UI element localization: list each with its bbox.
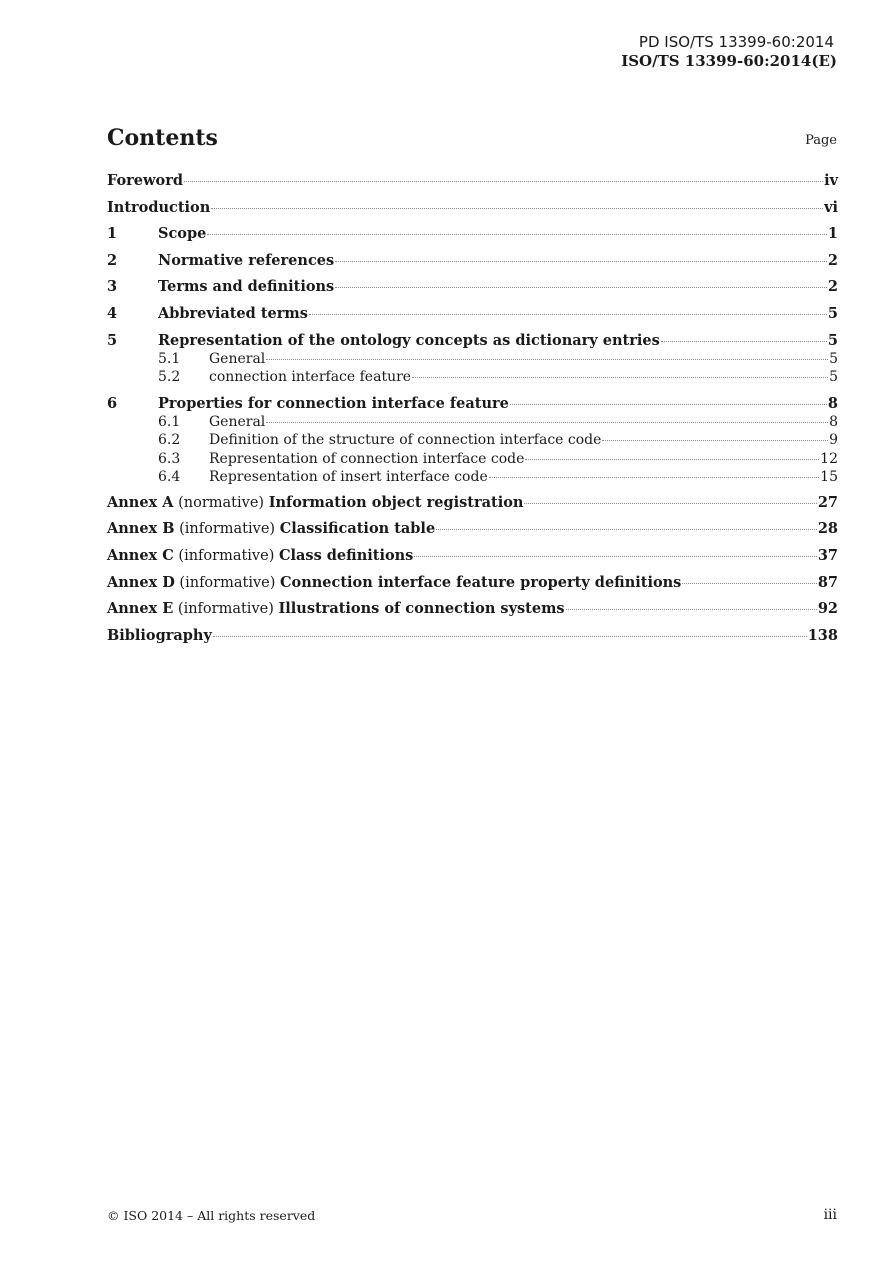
- toc-label: Bibliography: [107, 626, 212, 644]
- dot-leader: [489, 477, 819, 478]
- dot-leader: [213, 636, 807, 637]
- toc-label: Terms and definitions: [158, 278, 335, 296]
- dot-leader: [510, 404, 827, 405]
- dot-leader: [266, 422, 828, 423]
- annex-prefix: Annex B: [107, 520, 175, 538]
- toc-page: 5: [829, 369, 838, 386]
- toc-label: General: [209, 414, 266, 431]
- toc-page: 5: [829, 351, 838, 368]
- toc-page: 87: [817, 573, 838, 591]
- header-pd-designation: PD ISO/TS 13399-60:2014: [638, 33, 834, 51]
- toc-number: 5.2: [158, 369, 181, 386]
- toc-label: Abbreviated terms: [158, 304, 308, 322]
- annex-kind: (informative): [174, 574, 280, 591]
- toc-label: Normative references: [158, 251, 335, 269]
- annex-title: Illustrations of connection systems: [278, 600, 565, 618]
- annex-title: Connection interface feature property definitions: [280, 573, 682, 591]
- toc-label: Properties for connection interface feature: [158, 394, 509, 412]
- toc-label: General: [209, 351, 266, 368]
- toc-page: 138: [807, 626, 838, 644]
- toc-page: 2: [827, 251, 838, 269]
- annex-kind: (informative): [174, 521, 280, 538]
- toc-label: [107, 600, 565, 617]
- toc-label: Foreword: [107, 172, 183, 189]
- toc-page: iv: [824, 172, 838, 189]
- toc-number: 6.1: [158, 414, 181, 431]
- toc-entry-foreword[interactable]: [107, 172, 838, 199]
- annex-kind: (informative): [173, 548, 279, 565]
- dot-leader: [525, 459, 819, 460]
- annex-prefix: Annex C: [107, 547, 174, 565]
- toc-entry-annex-a[interactable]: [107, 494, 838, 521]
- page-number: iii: [823, 1207, 837, 1223]
- toc-page: 8: [827, 394, 838, 412]
- toc-entry-introduction[interactable]: [107, 199, 838, 226]
- annex-prefix: Annex A: [107, 493, 174, 511]
- toc-label: Definition of the structure of connection interface code: [209, 432, 602, 449]
- dot-leader: [414, 556, 816, 557]
- toc-label: Representation of connection interface code: [209, 450, 525, 467]
- toc-page: 27: [817, 493, 838, 511]
- toc-label: Representation of insert interface code: [209, 468, 488, 485]
- annex-kind: (normative): [173, 494, 269, 511]
- dot-leader: [309, 314, 827, 315]
- toc-page: 5: [827, 304, 838, 322]
- toc-label: connection interface feature: [209, 369, 412, 386]
- toc-page: 5: [827, 331, 838, 349]
- dot-leader: [682, 583, 816, 584]
- dot-leader: [335, 287, 827, 288]
- copyright-notice: © ISO 2014 – All rights reserved: [107, 1208, 316, 1223]
- dot-leader: [412, 377, 828, 378]
- toc-entry-scope[interactable]: [107, 225, 838, 252]
- toc-label: [107, 574, 681, 591]
- toc-page: 92: [817, 600, 838, 618]
- page-column-label: Page: [805, 133, 837, 148]
- toc-label: [107, 494, 523, 511]
- dot-leader: [335, 261, 827, 262]
- dot-leader: [566, 609, 817, 610]
- toc-label: [107, 547, 413, 564]
- dot-leader: [266, 359, 828, 360]
- toc-number: 3: [107, 278, 118, 296]
- dot-leader: [184, 181, 823, 182]
- toc-number: 1: [107, 225, 118, 243]
- toc-entry-5-1-general[interactable]: [107, 351, 838, 369]
- dot-leader: [602, 440, 828, 441]
- toc-entry-6-2-structure-definition[interactable]: [107, 432, 838, 450]
- toc-page: 9: [829, 432, 838, 449]
- toc-entry-abbreviated-terms[interactable]: [107, 305, 838, 332]
- toc-entry-normative-references[interactable]: [107, 252, 838, 279]
- annex-kind: (informative): [173, 601, 279, 618]
- dot-leader: [207, 234, 827, 235]
- toc-entry-annex-d[interactable]: [107, 574, 838, 601]
- toc-entry-terms-and-definitions[interactable]: [107, 278, 838, 305]
- annex-prefix: Annex E: [107, 600, 174, 618]
- toc-label: Representation of the ontology concepts as dictionary entries: [158, 331, 660, 349]
- dot-leader: [661, 341, 827, 342]
- toc-page: 1: [827, 225, 838, 243]
- toc-number: 4: [107, 304, 118, 322]
- annex-title: Information object registration: [268, 493, 524, 511]
- contents-title: Contents: [107, 125, 218, 151]
- annex-title: Classification table: [279, 520, 436, 538]
- toc-label: [107, 520, 435, 537]
- toc-page: 37: [817, 547, 838, 565]
- toc-number: 5: [107, 331, 118, 349]
- dot-leader: [211, 208, 823, 209]
- toc-number: 5.1: [158, 351, 181, 368]
- table-of-contents: [107, 172, 838, 653]
- toc-entry-5-2-connection-interface-feature[interactable]: [107, 369, 838, 387]
- toc-number: 6.2: [158, 432, 181, 449]
- annex-title: Class definitions: [278, 547, 414, 565]
- toc-entry-bibliography[interactable]: [107, 627, 838, 654]
- annex-prefix: Annex D: [107, 573, 175, 591]
- toc-entry-6-1-general[interactable]: [107, 414, 838, 432]
- toc-page: 2: [827, 278, 838, 296]
- toc-label: Introduction: [107, 198, 211, 216]
- toc-entry-annex-e[interactable]: [107, 600, 838, 627]
- toc-page: 15: [820, 468, 838, 485]
- toc-page: 12: [820, 450, 838, 467]
- toc-label: Scope: [158, 225, 207, 243]
- toc-page: 28: [817, 520, 838, 538]
- toc-entry-annex-b[interactable]: [107, 520, 838, 547]
- toc-number: 6: [107, 394, 118, 412]
- dot-leader: [524, 503, 816, 504]
- dot-leader: [436, 529, 817, 530]
- toc-entry-6-3-connection-interface-code[interactable]: [107, 451, 838, 469]
- toc-page: 8: [829, 414, 838, 431]
- header-iso-designation: ISO/TS 13399-60:2014(E): [621, 52, 837, 70]
- toc-page: vi: [824, 198, 838, 216]
- toc-number: 6.4: [158, 468, 181, 485]
- toc-number: 2: [107, 251, 118, 269]
- toc-entry-annex-c[interactable]: [107, 547, 838, 574]
- toc-entry-6-4-insert-interface-code[interactable]: [107, 469, 838, 487]
- toc-number: 6.3: [158, 450, 181, 467]
